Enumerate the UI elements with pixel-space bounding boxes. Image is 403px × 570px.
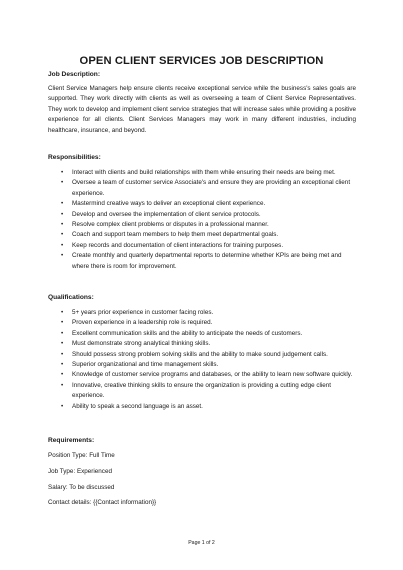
qualification-item <box>48 329 357 339</box>
responsibility-item-text: Oversee a team of customer service Associate's and ensure they are providing an exceptional client experience. <box>72 179 351 197</box>
responsibility-item <box>48 210 357 220</box>
qualification-item <box>48 381 357 402</box>
responsibility-item <box>48 199 357 209</box>
responsibility-item <box>48 178 357 199</box>
bullet-icon: • <box>61 329 64 337</box>
bullet-icon: • <box>61 381 64 389</box>
document-title: OPEN CLIENT SERVICES JOB DESCRIPTION <box>79 55 324 67</box>
responsibility-item <box>48 251 357 272</box>
qualifications-list <box>48 308 357 412</box>
responsibility-item <box>48 241 357 251</box>
qualification-item-text: Innovative, creative thinking skills to ensure the organization is providing a cutting edge client experience. <box>72 381 332 400</box>
qualification-item <box>48 402 357 412</box>
qualification-item-text: Superior organizational and time management skills. <box>72 361 219 369</box>
qualification-item-text: Knowledge of customer service programs and databases, or the ability to learn new software quickly. <box>72 371 353 379</box>
responsibility-item-text: Resolve complex client problems or disputes in a professional manner. <box>72 221 269 229</box>
responsibility-item <box>48 220 357 230</box>
job-description-text: Client Service Managers help ensure clients receive exceptional service while the business's sales goals are supported. They work directly with clients as well as overseeing a team of Client Service Representatives. They work to develop and implement client service strategies that will increase sales while providing a positive experience for all clients. Client Services Managers may work in many different industries, including healthcare, insurance, and beyond. <box>48 85 356 134</box>
requirements-heading: Requirements: <box>48 437 95 444</box>
page-number: Page 1 of 2 <box>188 540 215 546</box>
bullet-icon: • <box>61 231 64 239</box>
responsibility-item-text: Coach and support team members to help them meet departmental goals. <box>72 231 279 239</box>
bullet-icon: • <box>61 169 64 176</box>
bullet-icon: • <box>61 241 64 249</box>
qualification-item <box>48 318 357 328</box>
qualification-item-text: Proven experience in a leadership role is required. <box>72 319 213 327</box>
responsibility-item <box>48 168 357 178</box>
bullet-icon: • <box>61 200 64 208</box>
qualifications-heading: Qualifications: <box>48 294 94 301</box>
contact-details: Contact details: {{Contact information}} <box>48 499 157 506</box>
qualification-item-text: Should possess strong problem solving skills and the ability to make sound judgement calls. <box>72 350 328 358</box>
qualification-item <box>48 339 357 349</box>
bullet-icon: • <box>61 340 64 348</box>
position-type: Position Type: Full Time <box>48 452 115 459</box>
qualification-item <box>48 370 357 380</box>
bullet-icon: • <box>61 371 64 379</box>
job-description-heading: Job Description: <box>48 71 101 78</box>
bullet-icon: • <box>61 350 64 358</box>
responsibilities-heading: Responsibilities: <box>48 154 101 161</box>
qualification-item-text: Must demonstrate strong analytical thinking skills. <box>72 340 211 348</box>
responsibility-item-text: Interact with clients and build relationships with them while ensuring their needs are being met. <box>72 169 336 176</box>
bullet-icon: • <box>61 210 64 218</box>
qualification-item-text: Excellent communication skills and the ability to anticipate the needs of customers. <box>72 329 303 337</box>
bullet-icon: • <box>61 309 64 316</box>
bullet-icon: • <box>61 252 64 260</box>
qualification-item <box>48 360 357 370</box>
qualification-item-text: 5+ years prior experience in customer facing roles. <box>72 309 214 316</box>
bullet-icon: • <box>61 221 64 229</box>
bullet-icon: • <box>61 361 64 369</box>
salary: Salary: To be discussed <box>48 484 115 491</box>
responsibility-item-text: Develop and oversee the implementation of client service protocols. <box>72 210 261 218</box>
qualification-item <box>48 350 357 360</box>
qualification-item <box>48 308 357 318</box>
responsibility-item-text: Keep records and documentation of client interactions for training purposes. <box>72 241 284 249</box>
responsibility-item <box>48 230 357 240</box>
responsibility-item-text: Create monthly and quarterly departmental reports to determine whether KPIs are being met and where there is room for improvement. <box>72 252 342 270</box>
bullet-icon: • <box>61 319 64 327</box>
job-type: Job Type: Experienced <box>48 468 112 475</box>
bullet-icon: • <box>61 179 64 187</box>
responsibilities-list <box>48 168 357 272</box>
qualification-item-text: Ability to speak a second language is an asset. <box>72 402 203 410</box>
bullet-icon: • <box>61 402 64 410</box>
responsibility-item-text: Mastermind creative ways to deliver an exceptional client experience. <box>72 200 266 208</box>
